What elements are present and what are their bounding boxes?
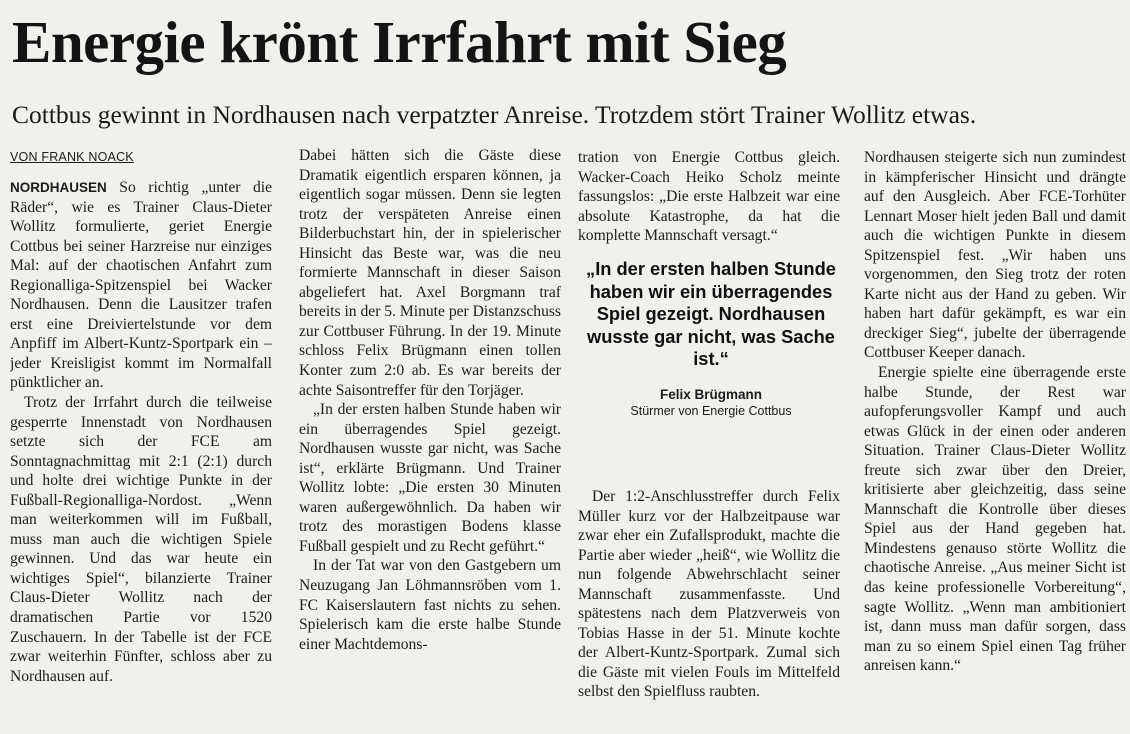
article-column-2 xyxy=(299,146,561,730)
subheadline: Cottbus gewinnt in Nordhausen nach verpatzter Anreise. Trotzdem stört Trainer Wollitz etwas. xyxy=(12,100,977,129)
article-column-3 xyxy=(578,148,840,248)
paragraph: tration von Energie Cottbus gleich. Wacker-Coach Heiko Scholz meinte fassungslos: „Die erste Halbzeit war eine absolute Katastrophe, da hat die komplette Mannschaft versagt.“ xyxy=(578,149,840,245)
byline: VON FRANK NOACK xyxy=(10,150,134,164)
headline: Energie krönt Irrfahrt mit Sieg xyxy=(12,9,787,75)
paragraph-text: So richtig „unter die Räder“, wie es Trainer Claus-Dieter Wollitz formulierte, geriet Energie Cottbus bei seiner Harzreise nur einziges Mal: auf der chaotischen Anfahrt zum Regionalliga-Spitzenspiel bei Wacker Nordhausen. Denn die Lausitzer trafen erst eine Dreiviertelstunde vor dem Anpfiff im Albert-Kuntz-Sportpark ein – jeder Kreisligist kommt im Normalfall pünktlicher an. xyxy=(10,179,272,392)
pull-quote xyxy=(584,258,838,419)
pull-quote-text: „In der ersten halben Stunde haben wir ein überragendes Spiel gezeigt. Nordhausen wusste gar nicht, was Sache ist.“ xyxy=(586,258,836,370)
paragraph: In der Tat war von den Gastgebern um Neuzugang Jan Löhmannsröben vom 1. FC Kaiserslautern fast nichts zu sehen. Spielerisch kam die erste halbe Stunde einer Machtdemons- xyxy=(299,557,561,653)
dateline: NORDHAUSEN xyxy=(10,180,107,195)
pull-quote-author: Felix Brügmann xyxy=(659,386,762,402)
paragraph: Dabei hätten sich die Gäste diese Dramatik eigentlich ersparen können, ja eigentlich sogar müssen. Denn sie legten trotz der verspäteten Anreise einen Bilderbuchstart hin, der in spielerischer Hinsicht das Beste war, was die neu formierte Mannschaft in dieser Saison abgeliefert hat. Axel Borgmann traf bereits in der 5. Minute per Distanzschuss zur Cottbuser Führung. In der 19. Minute schloss Felix Brügmann einen tollen Konter zum 2:0 ab. Es war bereits der achte Saisontreffer für den Torjäger. xyxy=(299,147,561,399)
pull-quote-role: Stürmer von Energie Cottbus xyxy=(630,403,792,418)
paragraph: Trotz der Irrfahrt durch die teilweise gesperrte Innenstadt von Nordhausen setzte sich der FCE am Sonntagnachmittag mit 2:1 (2:1) durch und holte drei wichtige Punkte in der Fußball-Regionalliga-Nordost. „Wenn man weiterkommen will im Fußball, muss man auch die wichtigen Spiele gewinnen. Und das war heute ein wichtiges Spiel“, bilanzierte Trainer Claus-Dieter Wollitz nach der dramatischen Partie vor 1520 Zuschauern. In der Tabelle ist der FCE zwar weiterhin Fünfter, schloss aber zu Nordhausen auf. xyxy=(10,394,272,685)
paragraph xyxy=(10,178,272,393)
paragraph: Nordhausen steigerte sich nun zumindest in kämpferischer Hinsicht und drängte auf den Ausgleich. Aber FCE-Torhüter Lennart Moser hielt jeden Ball und damit auch die wichtigen Punkte in diesem Spitzenspiel fest. „Wir haben uns vorgenommen, den Sieg trotz der roten Karte nicht aus der Hand zu geben. Wir haben hart dafür gekämpft, es war ein dreckiger Sieg“, jubelte der überragende Cottbuser Keeper danach. xyxy=(864,149,1126,362)
article-column-3-continued xyxy=(578,487,840,727)
paragraph: Energie spielte eine überragende erste halbe Stunde, der Rest war aufopferungsvoller Kampf und auch etwas Glück in der einen oder anderen Situation. Trainer Claus-Dieter Wollitz freute sich zwar über den Dreier, kritisierte aber gleichzeitig, dass seine Mannschaft die Kontrolle über dieses Spiel aus der Hand gegeben hat. Mindestens genauso störte Wollitz die chaotische Anreise. „Aus meiner Sicht ist das keine professionelle Vorbereitung“, sagte Wollitz. „Wenn man ambitioniert ist, dann muss man dafür sorgen, dass man zu so einem Spiel einen Tag früher anreisen kann.“ xyxy=(864,364,1126,675)
paragraph: Der 1:2-Anschlusstreffer durch Felix Müller kurz vor der Halbzeitpause war zwar eher ein Zufallsprodukt, machte die Partie aber wieder „heiß“, wie Wollitz die nun folgende Abwehrschlacht seiner Mannschaft zusammenfasste. Und spätestens nach dem Platzverweis von Tobias Hasse in der 51. Minute kochte der Albert-Kuntz-Sportpark. Zumal sich die Gäste mit vielen Fouls im Mittelfeld selbst den Spielfluss raubten. xyxy=(578,488,840,701)
paragraph: „In der ersten halben Stunde haben wir ein überragendes Spiel gezeigt. Nordhausen wusste gar nicht, was Sache ist“, erklärte Brügmann. Und Trainer Wollitz lobte: „Die ersten 30 Minuten waren außergewöhnlich. Da haben wir trotz des morastigen Bodens klasse Fußball gespielt und zu Recht geführt.“ xyxy=(299,401,561,555)
article-column-1 xyxy=(10,148,272,732)
article-column-4 xyxy=(864,148,1126,732)
